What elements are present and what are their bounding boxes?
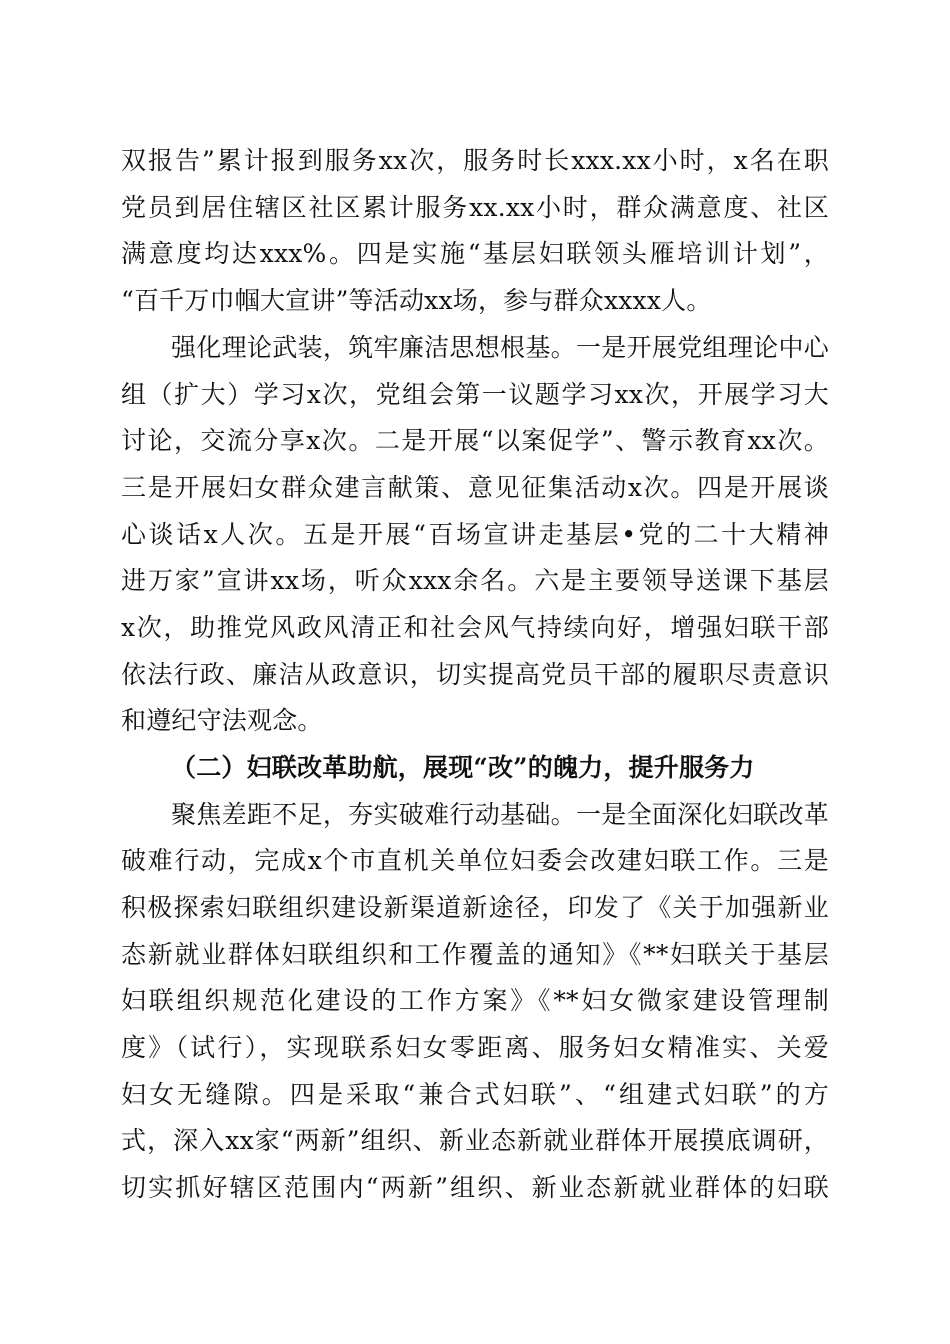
text-line: 切实抓好辖区范围内“两新”组织、新业态新就业群体的妇联 <box>121 1173 829 1202</box>
text-line: 妇女无缝隙。四是采取“兼合式妇联”、“组建式妇联”的方 <box>121 1080 829 1109</box>
text-line: 破难行动，完成x个市直机关单位妇委会改建妇联工作。三是 <box>121 846 829 875</box>
paragraph-first-line: 强化理论武装，筑牢廉洁思想根基。一是开展党组理论中心 <box>171 333 829 362</box>
text-line: 组（扩大）学习x次，党组会第一议题学习xx次，开展学习大 <box>121 380 829 409</box>
text-line: “百千万巾帼大宣讲”等活动xx场，参与群众xxxx人。 <box>121 286 712 315</box>
text-line: x次，助推党风政风清正和社会风气持续向好，增强妇联干部 <box>121 613 829 642</box>
text-line: 讨论，交流分享x次。二是开展“以案促学”、警示教育xx次。 <box>121 426 829 455</box>
text-line: 双报告”累计报到服务xx次，服务时长xxx.xx小时，x名在职 <box>121 146 829 175</box>
paragraph-first-line: 聚焦差距不足，夯实破难行动基础。一是全面深化妇联改革 <box>171 800 829 829</box>
section-heading: （二）妇联改革助航，展现“改”的魄力，提升服务力 <box>171 753 755 782</box>
text-line: 积极探索妇联组织建设新渠道新途径，印发了《关于加强新业 <box>121 893 829 922</box>
text-line: 式，深入xx家“两新”组织、新业态新就业群体开展摸底调研， <box>121 1126 829 1155</box>
text-line: 党员到居住辖区社区累计服务xx.xx小时，群众满意度、社区 <box>121 193 829 222</box>
text-line: 三是开展妇女群众建言献策、意见征集活动x次。四是开展谈 <box>121 473 829 502</box>
text-line: 进万家”宣讲xx场，听众xxx余名。六是主要领导送课下基层 <box>121 566 829 595</box>
text-line: 和遵纪守法观念。 <box>121 706 323 735</box>
text-line: 态新就业群体妇联组织和工作覆盖的通知》《**妇联关于基层 <box>121 940 829 969</box>
text-line: 满意度均达xxx%。四是实施“基层妇联领头雁培训计划”， <box>121 239 829 268</box>
text-line: 依法行政、廉洁从政意识，切实提高党员干部的履职尽责意识 <box>121 660 829 689</box>
text-line: 心谈话x人次。五是开展“百场宣讲走基层•党的二十大精神 <box>121 520 829 549</box>
text-line: 度》（试行），实现联系妇女零距离、服务妇女精准实、关爱 <box>121 1033 829 1062</box>
text-line: 妇联组织规范化建设的工作方案》《**妇女微家建设管理制 <box>121 986 829 1015</box>
